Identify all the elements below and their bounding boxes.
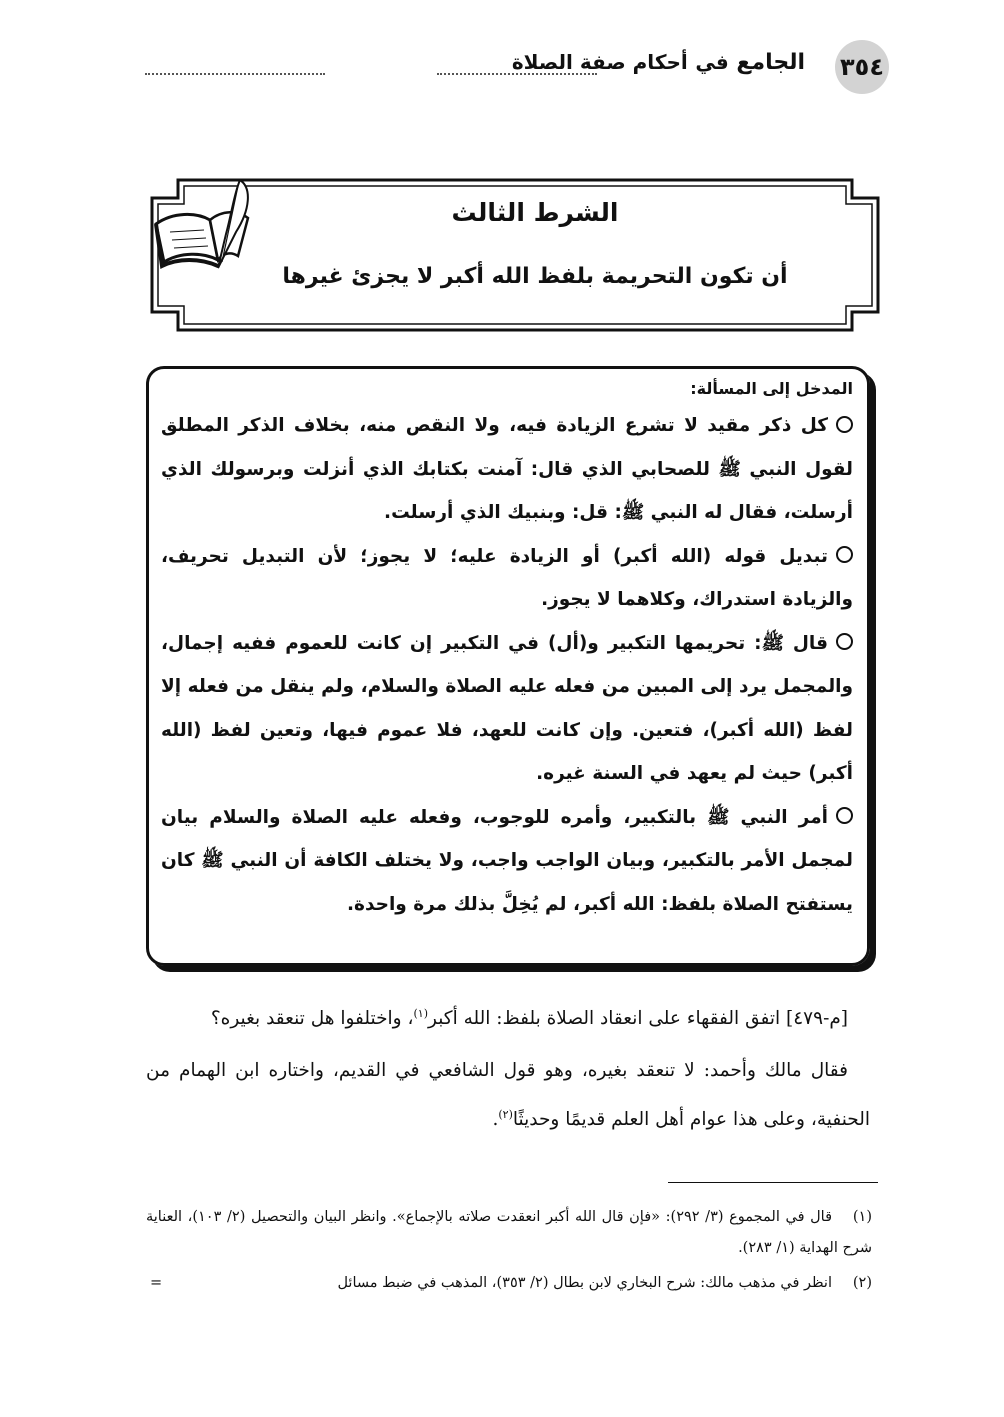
header-leader-middle <box>437 73 597 75</box>
circle-bullet-icon <box>836 546 853 563</box>
running-header <box>145 40 889 106</box>
circle-bullet-icon <box>836 633 853 650</box>
footnote-ref[interactable]: (١) <box>413 1007 428 1020</box>
section-title-frame <box>148 176 882 334</box>
footnote: (٢)انظر في مذهب مالك: شرح البخاري لابن بطال (٢/ ٣٥٣)، المذهب في ضبط مسائل = <box>146 1268 872 1299</box>
body-paragraph: [م-٤٧٩] اتفق الفقهاء على انعقاد الصلاة بلفظ: الله أكبر$^{(١)}$، واختلفوا هل تنعقد بغيره؟ <box>210 1007 848 1030</box>
book-title-main: الجامع <box>736 50 805 75</box>
intro-point: أمر النبي ﷺ بالتكبير، وأمره للوجوب، وفعله عليه الصلاة والسلام بيان لمجمل الأمر بالتكبير، وبيان الواجب واجب، ولا يختلف الكافة أن النبي ﷺ كان يستفتح الصلاة بلفظ: الله أكبر، لم يُخِلَّ بذلك مرة واحدة. <box>161 806 853 915</box>
footnote-number: (١) <box>852 1209 873 1225</box>
intro-heading: المدخل إلى المسألة: <box>690 379 853 398</box>
footnote-number: (٢) <box>852 1275 872 1291</box>
circle-bullet-icon <box>836 416 853 433</box>
section-subtitle: أن تكون التحريمة بلفظ الله أكبر لا يجزئ غيرها <box>282 264 788 289</box>
book-title-rest: أحكام صفة الصلاة <box>511 50 688 74</box>
footnote-ref[interactable]: (٢) <box>498 1108 513 1122</box>
intro-box <box>146 366 870 966</box>
intro-point: تبديل قوله (الله أكبر) أو الزيادة عليه؛ لا يجوز؛ لأن التبديل تحريف، والزيادة استدراك، وكلاهما لا يجوز. <box>161 545 853 610</box>
header-leader-left <box>145 73 325 75</box>
section-title: الشرط الثالث <box>451 198 619 227</box>
page-number: ٣٥٤ <box>835 40 889 94</box>
intro-point: قال ﷺ: تحريمها التكبير و(أل) في التكبير إن كانت للعموم ففيه إجمال، والمجمل يرد إلى المبين من فعله عليه الصلاة والسلام، ولم ينقل من فعله إلا لفظ (الله أكبر)، فتعين. وإن كانت للعهد، فلا عموم فيها، وتعين لفظ (الله أكبر) حيث لم يعهد في السنة غيره. <box>161 632 853 784</box>
footnote-separator <box>668 1182 878 1183</box>
footnotes <box>146 1202 872 1303</box>
body-paragraph: فقال مالك وأحمد: لا تنعقد بغيره، وهو قول الشافعي في القديم، واختاره ابن الهمام من الحنفية، وعلى هذا عوام أهل العلم قديمًا وحديثًا$^{(٢)}$. <box>146 1060 870 1131</box>
circle-bullet-icon <box>836 807 853 824</box>
footnote: (١)قال في المجموع (٣/ ٢٩٢): «فإن قال الله أكبر انعقدت صلاته بالإجماع». وانظر البيان والتحصيل (٢/ ١٠٣)، العناية شرح الهداية (١/ ٢٨٣). <box>146 1202 872 1264</box>
body-text <box>146 992 870 1142</box>
footnote-continued-mark: = <box>150 1275 163 1291</box>
book-title <box>512 50 805 75</box>
book-title-connector: في <box>695 50 729 74</box>
intro-point: كل ذكر مقيد لا تشرع الزيادة فيه، ولا النقص منه، بخلاف الذكر المطلق لقول النبي ﷺ للصحابي الذي قال: آمنت بكتابك الذي أنزلت وبرسولك الذي أرسلت، فقال له النبي ﷺ: قل: وبنبيك الذي أرسلت. <box>161 415 853 523</box>
